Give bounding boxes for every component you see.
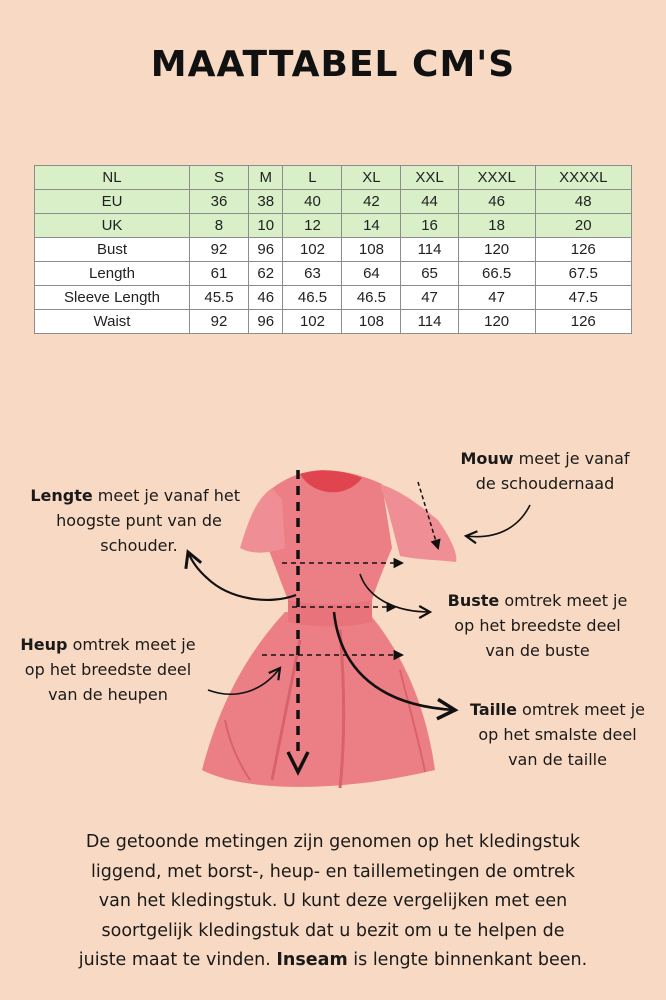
dress-sleeve-left (240, 488, 285, 553)
table-cell: 108 (342, 238, 401, 262)
note-taille-line1: omtrek meet je (516, 700, 646, 719)
table-cell: 120 (458, 310, 535, 334)
note-heup-bold: Heup (20, 635, 68, 654)
table-row-label: EU (35, 190, 190, 214)
table-cell: 42 (342, 190, 401, 214)
note-heup-line2: op het breedste deel (24, 660, 192, 679)
table-cell: 18 (458, 214, 535, 238)
footer-line5 (30, 946, 636, 976)
table-cell: 66.5 (458, 262, 535, 286)
footer-text (30, 828, 636, 976)
note-taille-line2: op het smalste deel (478, 725, 637, 744)
footer-line3: van het kledingstuk. U kunt deze vergelijken met een (98, 891, 568, 911)
note-heup (8, 632, 208, 707)
footer-line2: liggend, met borst-, heup- en taillemetingen de omtrek (91, 861, 575, 882)
table-cell: 12 (283, 214, 342, 238)
note-lengte-line1: meet je vanaf het (92, 486, 240, 505)
note-buste-line3: van de buste (485, 641, 590, 660)
table-cell: 126 (535, 238, 631, 262)
page-title: MAATTABEL CM'S (150, 44, 516, 85)
table-cell: 102 (283, 310, 342, 334)
footer-line4: soortgelijk kledingstuk dat u bezit om u te helpen de (101, 920, 565, 941)
table-cell: M (248, 166, 283, 190)
table-cell: 14 (342, 214, 401, 238)
table-cell: 48 (535, 190, 631, 214)
table-cell: 46.5 (283, 286, 342, 310)
table-cell: 92 (190, 310, 249, 334)
table-cell: XL (342, 166, 401, 190)
table-cell: 8 (190, 214, 249, 238)
note-mouw-bold: Mouw (460, 449, 514, 468)
footer-inseam-bold: Inseam (276, 950, 348, 970)
table-cell: 10 (248, 214, 283, 238)
note-lengte-bold: Lengte (30, 486, 93, 505)
table-cell: XXXL (458, 166, 535, 190)
table-cell: 38 (248, 190, 283, 214)
table-cell: 102 (283, 238, 342, 262)
table-cell: 96 (248, 310, 283, 334)
note-buste-line2: op het breedste deel (454, 616, 621, 635)
table-cell: 40 (283, 190, 342, 214)
table-cell: 47 (458, 286, 535, 310)
table-cell: 96 (248, 238, 283, 262)
table-cell: L (283, 166, 342, 190)
table-cell: XXXXL (535, 166, 631, 190)
table-cell: 67.5 (535, 262, 631, 286)
table-cell: 46 (248, 286, 283, 310)
table-row-label: Sleeve Length (35, 286, 190, 310)
table-cell: 45.5 (190, 286, 249, 310)
note-lengte-line3: schouder. (100, 536, 178, 555)
note-heup-line1: omtrek meet je (67, 635, 196, 654)
footer-line1: De getoonde metingen zijn genomen op het kledingstuk (85, 832, 581, 852)
table-cell: 44 (401, 190, 458, 214)
table-cell: 114 (401, 310, 458, 334)
note-buste-line1: omtrek meet je (499, 591, 628, 610)
table-row-label: NL (35, 166, 190, 190)
table-cell: XXL (401, 166, 458, 190)
table-cell: 61 (190, 262, 249, 286)
table-cell: 65 (401, 262, 458, 286)
table-cell: 114 (401, 238, 458, 262)
note-taille-bold: Taille (469, 700, 517, 719)
table-cell: 16 (401, 214, 458, 238)
note-lengte-line2: hoogste punt van de (56, 511, 222, 530)
table-cell: 20 (535, 214, 631, 238)
mouw-arrow-icon (466, 505, 530, 537)
table-cell: 46.5 (342, 286, 401, 310)
table-cell: 120 (458, 238, 535, 262)
footer-line5-post: is lengte binnenkant been. (347, 950, 588, 970)
table-row-label: Waist (35, 310, 190, 334)
table-cell: 126 (535, 310, 631, 334)
note-buste (430, 588, 645, 663)
note-lengte (8, 483, 240, 558)
footer-line5-pre: juiste maat te vinden. (78, 950, 277, 970)
table-cell: 92 (190, 238, 249, 262)
table-cell: 64 (342, 262, 401, 286)
table-cell: 47 (401, 286, 458, 310)
table-cell: 36 (190, 190, 249, 214)
table-row-label: Length (35, 262, 190, 286)
table-cell: S (190, 166, 249, 190)
table-cell: 46 (458, 190, 535, 214)
table-cell: 62 (248, 262, 283, 286)
note-mouw-line1: meet je vanaf (513, 449, 630, 468)
note-taille-line3: van de taille (508, 750, 607, 769)
table-cell: 63 (283, 262, 342, 286)
table-row-label: UK (35, 214, 190, 238)
note-mouw (440, 446, 650, 496)
table-row-label: Bust (35, 238, 190, 262)
table-cell: 108 (342, 310, 401, 334)
note-heup-line3: van de heupen (48, 685, 168, 704)
note-taille (455, 697, 660, 772)
note-mouw-line2: de schoudernaad (475, 474, 615, 493)
table-cell: 47.5 (535, 286, 631, 310)
note-buste-bold: Buste (447, 591, 500, 610)
